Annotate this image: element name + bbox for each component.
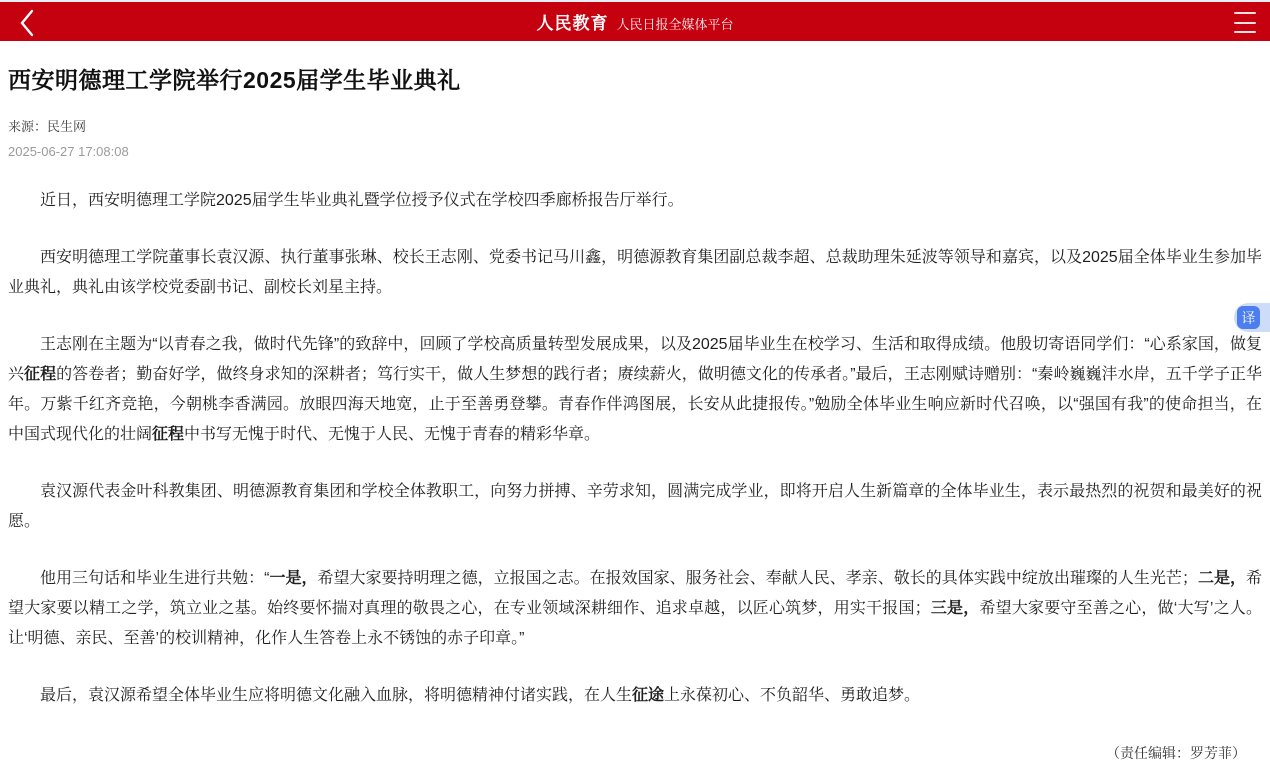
hamburger-menu-icon: [1234, 12, 1256, 14]
article-paragraph: [8, 477, 1262, 537]
paragraph-text: 希望大家要守至善之心，做‘大写’之人。让‘明德、亲民、至善’的校训精神，化作人生答卷上永不锈蚀的赤子印章。”: [8, 600, 1262, 647]
menu-button[interactable]: [1234, 12, 1256, 33]
paragraph-text: 近日，西安明德理工学院2025届学生毕业典礼暨学位授予仪式在学校四季廊桥报告厅举行。: [40, 192, 684, 209]
paragraph-text: 中书写无愧于时代、无愧于人民、无愧于青春的精彩华章。: [184, 426, 601, 443]
paragraph-emphasis-text: 征程: [24, 366, 57, 383]
header-title-group: [536, 9, 733, 34]
paragraph-text: 最后，袁汉源希望全体毕业生应将明德文化融入血脉，将明德精神付诸实践，在人生: [40, 687, 633, 704]
paragraph-emphasis-text: 二是，: [1197, 570, 1246, 587]
paragraph-text: 希望大家要持明理之德，立报国之志。在报效国家、服务社会、奉献人民、孝亲、敬长的具体实践中绽放出璀璨的人生光芒；: [317, 570, 1198, 587]
back-button[interactable]: [18, 2, 58, 43]
article-paragraph: [8, 330, 1262, 450]
article: [0, 62, 1270, 763]
chevron-left-icon: [18, 8, 36, 38]
paragraph-text: 袁汉源代表金叶科教集团、明德源教育集团和学校全体教职工，向努力拼搏、辛劳求知，圆满完成学业，即将开启人生新篇章的全体毕业生，表示最热烈的祝贺和最美好的祝愿。: [8, 483, 1262, 530]
app-title: 人民教育: [536, 14, 609, 33]
paragraph-text: 上永葆初心、不负韶华、勇敢追梦。: [664, 687, 921, 704]
article-paragraph: [8, 564, 1262, 654]
paragraph-text: 希望大家要以精工之学，筑立业之基。始终要怀揣对真理的敬畏之心，在专业领域深耕细作、追求卓越，以匠心筑梦，用实干报国；: [8, 570, 1262, 617]
app-subtitle: 人民日报全媒体平台: [616, 17, 734, 32]
paragraph-text: 他用三句话和毕业生进行共勉：“: [40, 570, 270, 587]
article-paragraph: [8, 243, 1262, 303]
translate-icon: 译: [1237, 306, 1260, 329]
hamburger-menu-icon: [1234, 31, 1256, 33]
translate-button[interactable]: [1234, 303, 1270, 332]
article-title: 西安明德理工学院举行2025届学生毕业典礼: [8, 67, 461, 93]
paragraph-emphasis-text: 三是，: [930, 600, 980, 617]
article-source: 来源：民生网: [8, 119, 87, 134]
paragraph-text: 王志刚在主题为“以青春之我，做时代先锋”的致辞中，回顾了学校高质量转型发展成果，以及2025届毕业生在校学习、生活和取得成绩。他殷切寄语同学们：“心系家国，做复兴: [8, 336, 1262, 383]
hamburger-menu-icon: [1234, 22, 1256, 24]
paragraph-text: 的答卷者；勤奋好学，做终身求知的深耕者；笃行实干，做人生梦想的践行者；赓续薪火，做明德文化的传承者。”最后，王志刚赋诗赠别：“秦岭巍巍沣水岸，五千学子正华年。万紫千红齐竞艳，今朝桃李香满园。放眼四海天地宽，止于至善勇登攀。青春作伴鸿图展，长安从此捷报传。”勉励全体毕业生响应新时代召唤，以“强国有我”的使命担当，在中国式现代化的壮阔: [8, 366, 1262, 443]
paragraph-emphasis-text: 征途: [632, 687, 665, 704]
paragraph-emphasis-text: 一是，: [269, 570, 318, 587]
article-paragraph: [8, 186, 1262, 216]
article-body: [8, 186, 1262, 711]
paragraph-text: 西安明德理工学院董事长袁汉源、执行董事张琳、校长王志刚、党委书记马川鑫，明德源教育集团副总裁李超、总裁助理朱延波等领导和嘉宾，以及2025届全体毕业生参加毕业典礼，典礼由该学校党委副书记、副校长刘星主持。: [8, 249, 1262, 296]
editor-note: （责任编辑：罗芳菲）: [1106, 745, 1246, 761]
article-timestamp: 2025-06-27 17:08:08: [8, 144, 129, 159]
app-header: [0, 0, 1270, 41]
paragraph-emphasis-text: 征程: [152, 426, 185, 443]
article-paragraph: [8, 681, 1262, 711]
